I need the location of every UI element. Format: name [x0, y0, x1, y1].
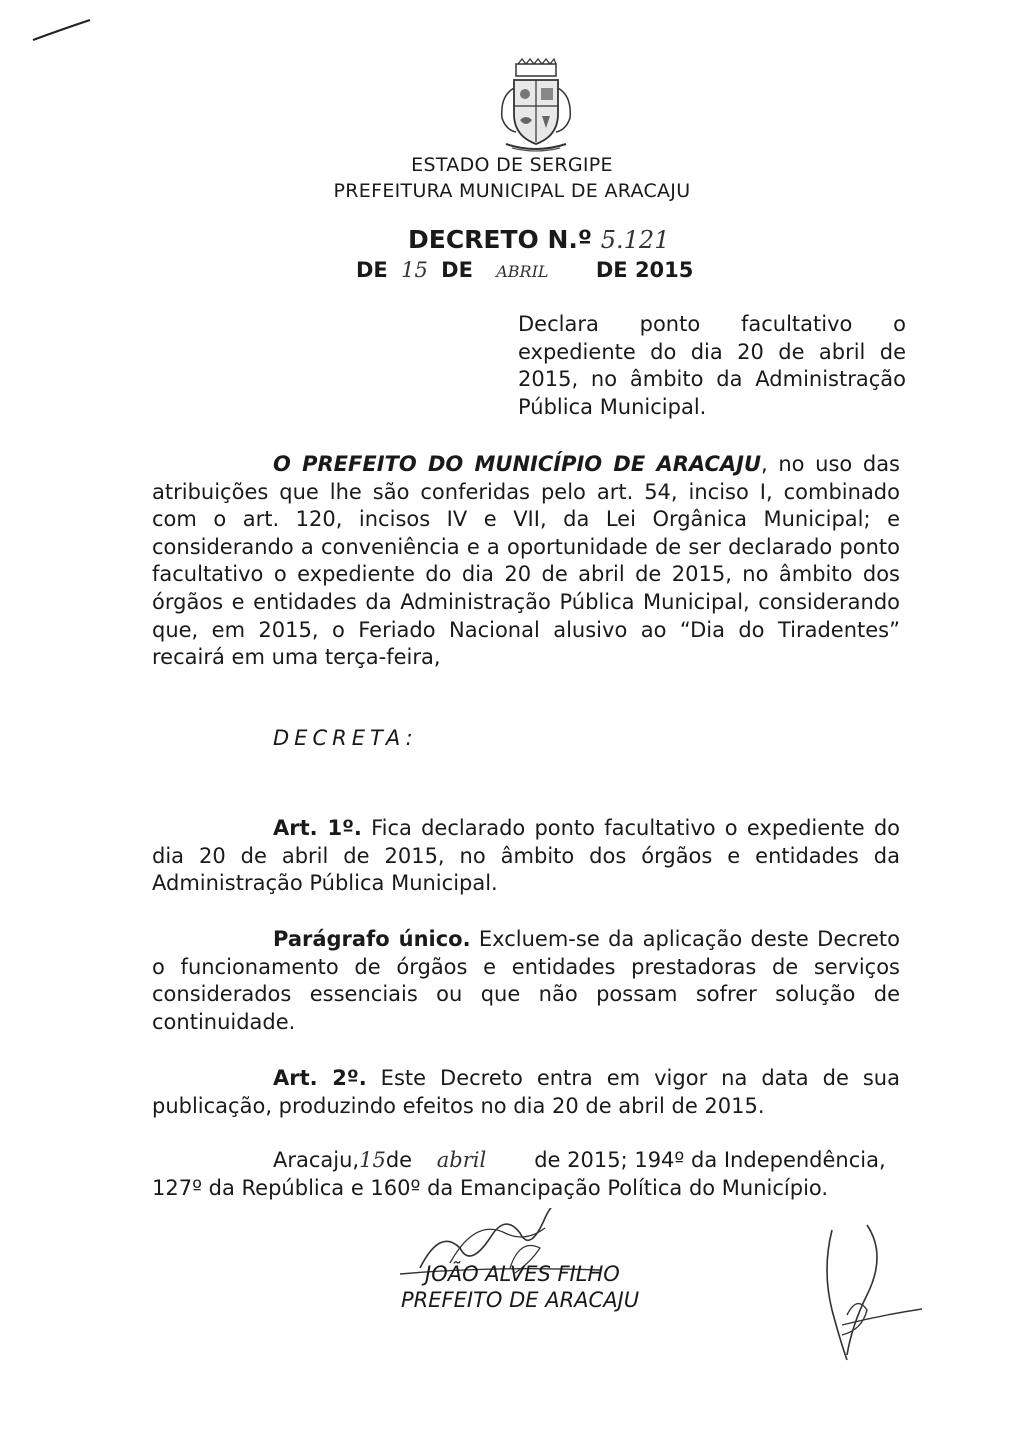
- closing-line-2: 127º da República e 160º da Emancipação Política do Município.: [152, 1176, 829, 1200]
- preamble-text: , no uso das atribuições que lhe são conferidas pelo art. 54, inciso I, combinado com o art. 120, incisos IV e VII, da Lei Orgânica Municipal; e considerando a conveniência e a oportunidade de ser declarado ponto facultativo o expediente do dia 20 de abril de 2015, no âmbito dos órgãos e entidades da Administração Pública Municipal, considerando que, em 2015, o Feriado Nacional alusivo ao “Dia do Tiradentes” recairá em uma terça-feira,: [152, 452, 900, 670]
- decree-year: DE 2015: [595, 258, 694, 282]
- ementa: Declara ponto facultativo o expediente do dia 20 de abril de 2015, no âmbito da Administração Pública Municipal.: [518, 312, 906, 419]
- decree-title: [408, 225, 669, 254]
- pen-mark-icon: [30, 14, 94, 44]
- decreta-heading: DECRETA:: [273, 726, 418, 750]
- decree-date-de1: DE: [356, 258, 388, 282]
- signatory-name: JOÃO ALVES FILHO: [425, 1262, 620, 1286]
- decree-date-de2: DE: [441, 258, 473, 282]
- closing-month: abril: [436, 1148, 487, 1172]
- article-2-label: Art. 2º.: [273, 1066, 367, 1090]
- decree-day: 15: [401, 258, 428, 282]
- paragrafo-unico: [152, 926, 900, 1036]
- coat-of-arms-icon: [492, 58, 580, 154]
- initials-icon: [812, 1220, 932, 1370]
- header-prefecture: PREFEITURA MUNICIPAL DE ARACAJU: [333, 180, 691, 202]
- closing-day: 15: [359, 1148, 386, 1172]
- signatory-role: PREFEITO DE ARACAJU: [401, 1288, 640, 1312]
- header-state: ESTADO DE SERGIPE: [411, 154, 613, 176]
- decree-date: [356, 258, 693, 282]
- preamble-lead: O PREFEITO DO MUNICÍPIO DE ARACAJU: [273, 452, 762, 476]
- preamble: [152, 451, 900, 672]
- article-2-text: Este Decreto entra em vigor na data de sua publicação, produzindo efeitos no dia 20 de abril de 2015.: [152, 1066, 900, 1118]
- article-1-label: Art. 1º.: [273, 816, 362, 840]
- article-2: [152, 1065, 900, 1120]
- article-1-text: Fica declarado ponto facultativo o expediente do dia 20 de abril de 2015, no âmbito dos órgãos e entidades da Administração Pública Municipal.: [152, 816, 900, 896]
- decree-number: 5.121: [600, 226, 670, 254]
- paragrafo-text: Excluem-se da aplicação deste Decreto o funcionamento de órgãos e entidades prestadoras de serviços considerados essenciais ou que não possam sofrer solução de continuidade.: [152, 927, 900, 1034]
- paragrafo-label: Parágrafo único.: [273, 927, 471, 951]
- closing-de: de: [385, 1148, 413, 1172]
- closing-city: Aracaju,: [273, 1148, 360, 1172]
- decree-month: ABRIL: [496, 262, 549, 281]
- decree-label: DECRETO N.º: [408, 225, 593, 254]
- closing-line-1: [273, 1148, 886, 1172]
- article-1: [152, 815, 900, 898]
- closing-rest: de 2015; 194º da Independência,: [534, 1148, 886, 1172]
